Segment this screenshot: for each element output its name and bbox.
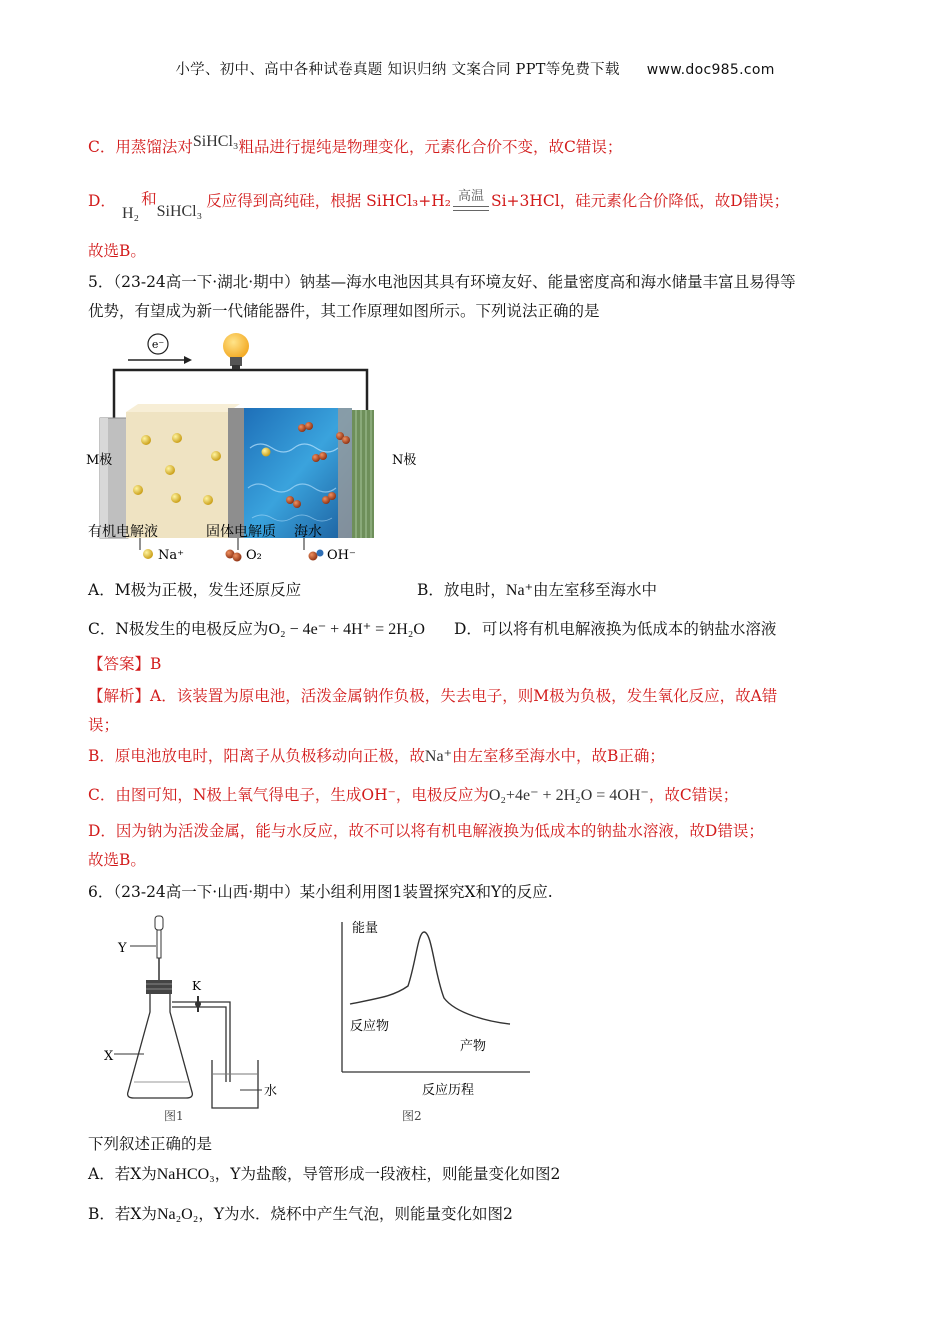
q5-analysis-4: D．因为钠为活泼金属，能与水反应，故不可以将有机电解液换为低成本的钠盐水溶液，故D错误； [88, 822, 764, 840]
q5-battery-figure [80, 328, 420, 573]
formula-sihcl3-2: SiHCl₃ [156, 203, 203, 220]
formula-option-c: O₂ − 4e⁻ + 4H⁺ = 2H₂O [268, 621, 425, 638]
label-water: 水 [264, 1084, 278, 1099]
formula-h2: H₂ [121, 205, 140, 222]
q5-stem-line1: 5．（23-24高一下·湖北·期中）钠基—海水电池因其具有环境友好、能量密度高和海水储量丰富且易得等 [88, 273, 796, 291]
electron-indicator [128, 334, 192, 364]
prev-conclusion: 故选B。 [88, 242, 146, 260]
figure-1-caption: 图1 [164, 1109, 184, 1122]
q6-option-a[interactable]: A．若X为NaHCO₃，Y为盐酸，导管形成一段液柱，则能量变化如图2 [88, 1165, 561, 1183]
axis-progress-label: 反应历程 [422, 1083, 475, 1098]
q5-analysis-2: B．原电池放电时，阳离子从负极移动向正极，故Na⁺由左室移至海水中，故B正确； [88, 747, 665, 765]
axis-energy-label: 能量 [352, 921, 379, 936]
label-y: Y [118, 941, 127, 956]
n-electrode-label: N极 [392, 453, 417, 468]
q6-figure-1 [100, 912, 300, 1122]
formula-nahco3: NaHCO₃ [156, 1166, 215, 1183]
q5-analysis-3: C．由图可知，N极上氧气得电子，生成OH⁻，电极反应为O₂+4e⁻ + 2H₂O = 4OH⁻，故C错误； [88, 786, 739, 804]
lightbulb-icon [223, 333, 249, 369]
q5-analysis-1b: 误； [88, 716, 120, 734]
q6-option-b[interactable]: B．若X为Na₂O₂，Y为水．烧杯中产生气泡，则能量变化如图2 [88, 1205, 513, 1223]
q5-analysis-1: 【解析】A．该装置为原电池，活泼金属钠作负极，失去电子，则M极为负极，发生氧化反应，故A错 [88, 687, 778, 705]
q5-answer: 【答案】B [88, 655, 162, 673]
q5-conclusion: 故选B。 [88, 851, 146, 869]
svg-text:e⁻: e⁻ [151, 338, 165, 351]
label-k: K [192, 979, 201, 993]
q6-figure-2-energy-diagram [330, 912, 540, 1122]
q6-stem: 6．（23-24高一下·山西·期中）某小组利用图1装置探究X和Y的反应. [88, 883, 553, 901]
svg-text:Na⁺: Na⁺ [158, 548, 184, 563]
organic-electrolyte-label: 有机电解液 [88, 524, 158, 540]
prev-option-d: D．H₂和SiHCl₃反应得到高纯硅，根据 SiHCl₃+H₂ 高温 Si+3HCl，硅元素化合价降低，故D错误； [88, 189, 790, 222]
q5-option-d[interactable]: D．可以将有机电解液换为低成本的钠盐水溶液 [454, 620, 777, 638]
m-electrode-label: M极 [86, 453, 113, 468]
header-text: 小学、初中、高中各种试卷真题 知识归纳 文案合同 PPT等免费下载 [175, 62, 620, 78]
q5-option-b[interactable]: B．放电时，Na⁺由左室移至海水中 [417, 581, 658, 599]
solid-electrolyte-label: 固体电解质 [206, 524, 276, 540]
formula-na-ion: Na⁺ [505, 582, 534, 599]
product-label: 产物 [460, 1039, 487, 1054]
header-url[interactable]: www.doc985.com [646, 62, 775, 78]
formula-na2o2: Na₂O₂ [156, 1206, 199, 1223]
reactant-label: 反应物 [350, 1019, 390, 1034]
figure-2-caption: 图2 [402, 1109, 422, 1122]
svg-text:OH⁻: OH⁻ [327, 548, 356, 563]
q6-prompt: 下列叙述正确的是 [88, 1135, 213, 1153]
formula-sihcl3: SiHCl₃ [192, 133, 239, 150]
prev-option-c: C．用蒸馏法对SiHCl₃粗品进行提纯是物理变化，元素化合价不变，故C错误； [88, 133, 623, 156]
svg-text:O₂: O₂ [246, 548, 262, 563]
q5-option-a[interactable]: A．M极为正极，发生还原反应 [88, 581, 302, 599]
label-x: X [104, 1049, 114, 1064]
q5-stem-line2: 优势，有望成为新一代储能器件，其工作原理如图所示。下列说法正确的是 [88, 302, 600, 320]
q5-option-c[interactable]: C．N极发生的电极反应为O₂ − 4e⁻ + 4H⁺ = 2H₂O [88, 620, 425, 638]
figure-legend [143, 548, 356, 563]
seawater-label: 海水 [294, 524, 322, 540]
page-header [0, 58, 950, 79]
